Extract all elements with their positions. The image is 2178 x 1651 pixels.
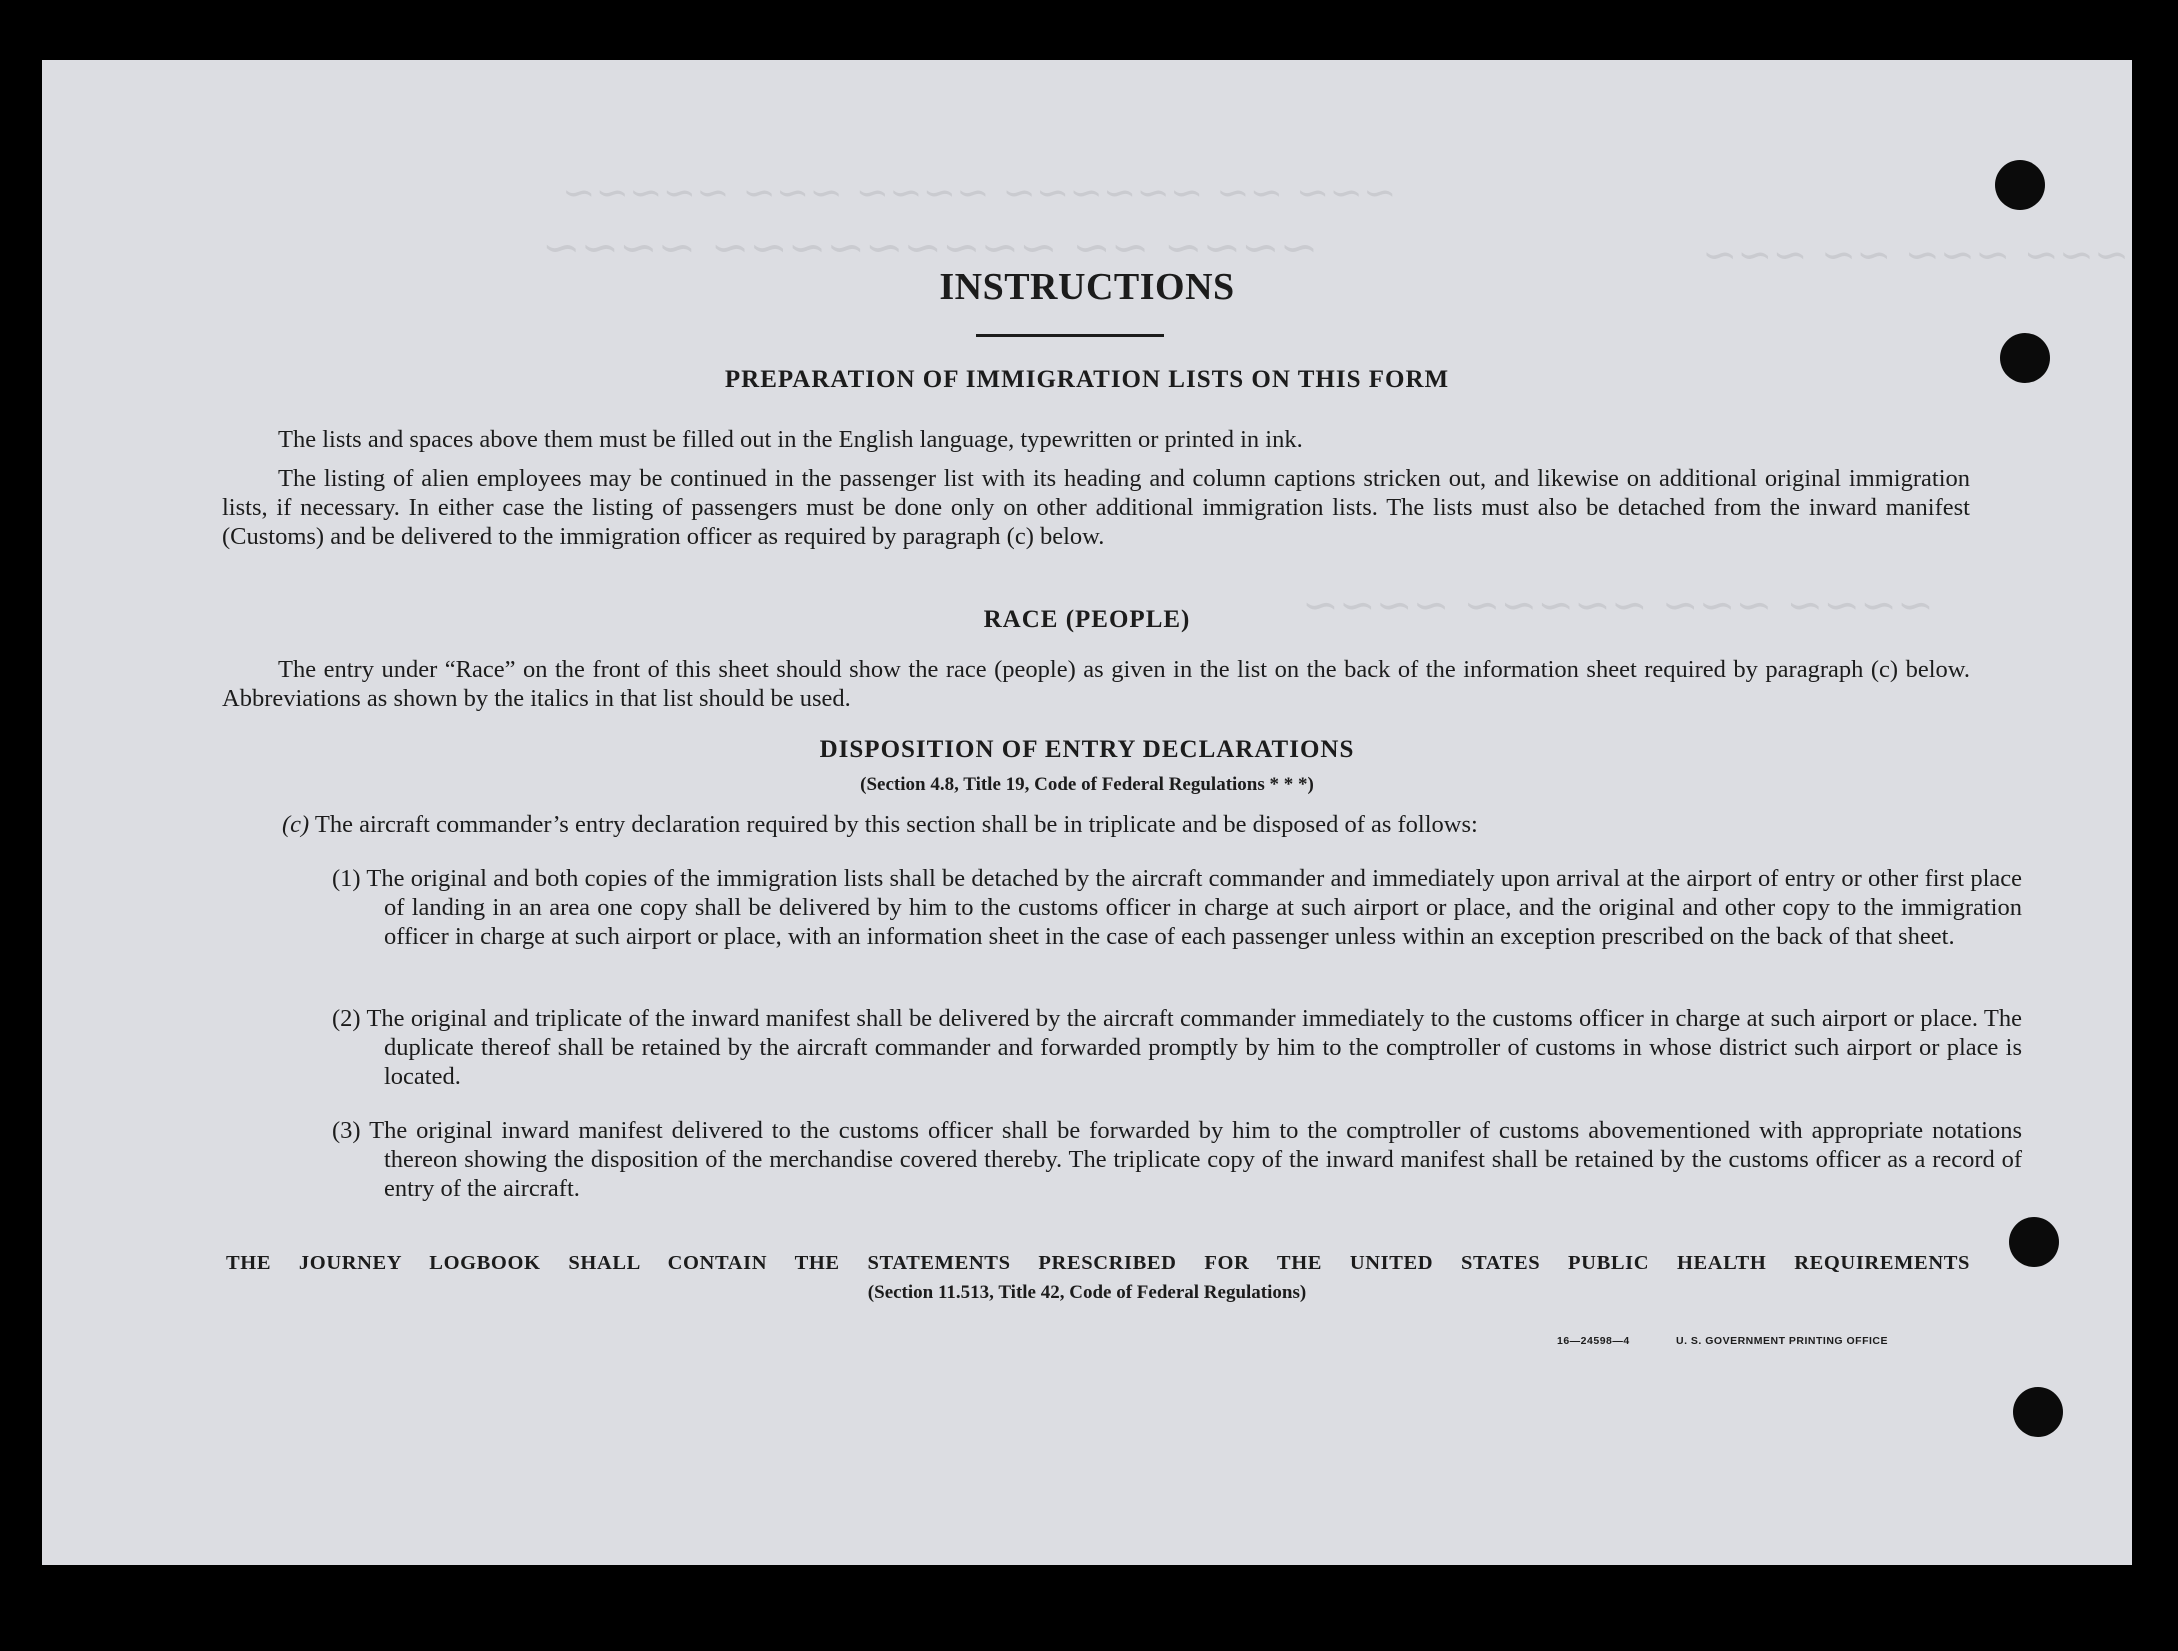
- title-underline: [976, 334, 1164, 337]
- health-requirements-subheading: (Section 11.513, Title 42, Code of Federal Regulations): [867, 1282, 1307, 1303]
- disposition-item-1: [332, 864, 2022, 951]
- disposition-intro-label: (c): [282, 811, 310, 838]
- race-heading: RACE (PEOPLE): [983, 606, 1191, 633]
- printer-imprint: U. S. GOVERNMENT PRINTING OFFICE: [1676, 1335, 1889, 1347]
- bleed-through-mark: ~~~~ ~~~ ~~~~~ ~~~~: [1302, 580, 1934, 631]
- disposition-heading: DISPOSITION OF ENTRY DECLARATIONS: [819, 736, 1355, 763]
- disposition-item-2: [332, 1004, 2022, 1091]
- punch-hole: [1995, 160, 2045, 210]
- item-number: (3): [332, 1117, 361, 1144]
- disposition-item-3: [332, 1116, 2022, 1203]
- document-page: [42, 60, 2132, 1565]
- race-paragraph: The entry under “Race” on the front of this sheet should show the race (people) as given in the list on the back of the information sheet required by paragraph (c) below. Abbreviations as shown by the italics in that list should be used.: [222, 656, 1970, 712]
- disposition-intro: [282, 810, 1970, 839]
- disposition-subheading: (Section 4.8, Title 19, Code of Federal Regulations * * *): [860, 774, 1314, 795]
- preparation-paragraph-1: The lists and spaces above them must be filled out in the English language, typewritten or printed in ink.: [278, 426, 1303, 453]
- item-text: The original inward manifest delivered to the customs officer shall be forwarded by him to the comptroller of customs abovementioned with appropriate notations thereon showing the disposition of the merchandise covered thereby. The triplicate copy of the inward manifest shall be retained by the customs officer as a record of entry of the aircraft.: [369, 1117, 2022, 1202]
- punch-hole: [2009, 1217, 2059, 1267]
- bleed-through-mark: ~~~ ~~ ~~~~~~ ~~~~ ~~~ ~~~~~: [562, 170, 1397, 216]
- bleed-through-mark: ~~~ ~~~ ~~ ~~~: [1702, 230, 2130, 279]
- bleed-through-mark: ~~~~ ~~ ~~~~~~~~~ ~~~~: [542, 220, 1319, 274]
- item-text: The original and triplicate of the inward manifest shall be delivered by the aircraft commander immediately to the customs officer in charge at such airport or place. The duplicate thereof shall be retained by the aircraft commander and forwarded promptly by him to the comptroller of customs in whose district such airport or place is located.: [366, 1005, 2022, 1090]
- punch-hole: [2013, 1387, 2063, 1437]
- health-requirements-statement: THE JOURNEY LOGBOOK SHALL CONTAIN THE STATEMENTS PRESCRIBED FOR THE UNITED STATES PUBLIC HEALTH REQUIREMENTS: [226, 1252, 1970, 1274]
- preparation-heading: PREPARATION OF IMMIGRATION LISTS ON THIS FORM: [724, 366, 1450, 393]
- form-number: 16—24598—4: [1557, 1335, 1630, 1347]
- preparation-paragraph-2: The listing of alien employees may be continued in the passenger list with its heading and column captions stricken out, and likewise on additional original immigration lists, if necessary. In either case the listing of passengers must be done only on other additional immigration lists. The lists must also be detached from the inward manifest (Customs) and be delivered to the immigration officer as required by paragraph (c) below.: [222, 465, 1970, 550]
- item-number: (1): [332, 865, 361, 892]
- disposition-intro-text: The aircraft commander’s entry declaration required by this section shall be in triplicate and be disposed of as follows:: [314, 811, 1478, 838]
- item-text: The original and both copies of the immigration lists shall be detached by the aircraft commander and immediately upon arrival at the airport of entry or other first place of landing in an area one copy shall be delivered by him to the customs officer in charge at such airport or place, and the original and other copy to the immigration officer in charge at such airport or place, with an information sheet in the case of each passenger unless within an exception prescribed on the back of that sheet.: [366, 865, 2022, 950]
- page-title: INSTRUCTIONS: [939, 266, 1235, 308]
- item-number: (2): [332, 1005, 361, 1032]
